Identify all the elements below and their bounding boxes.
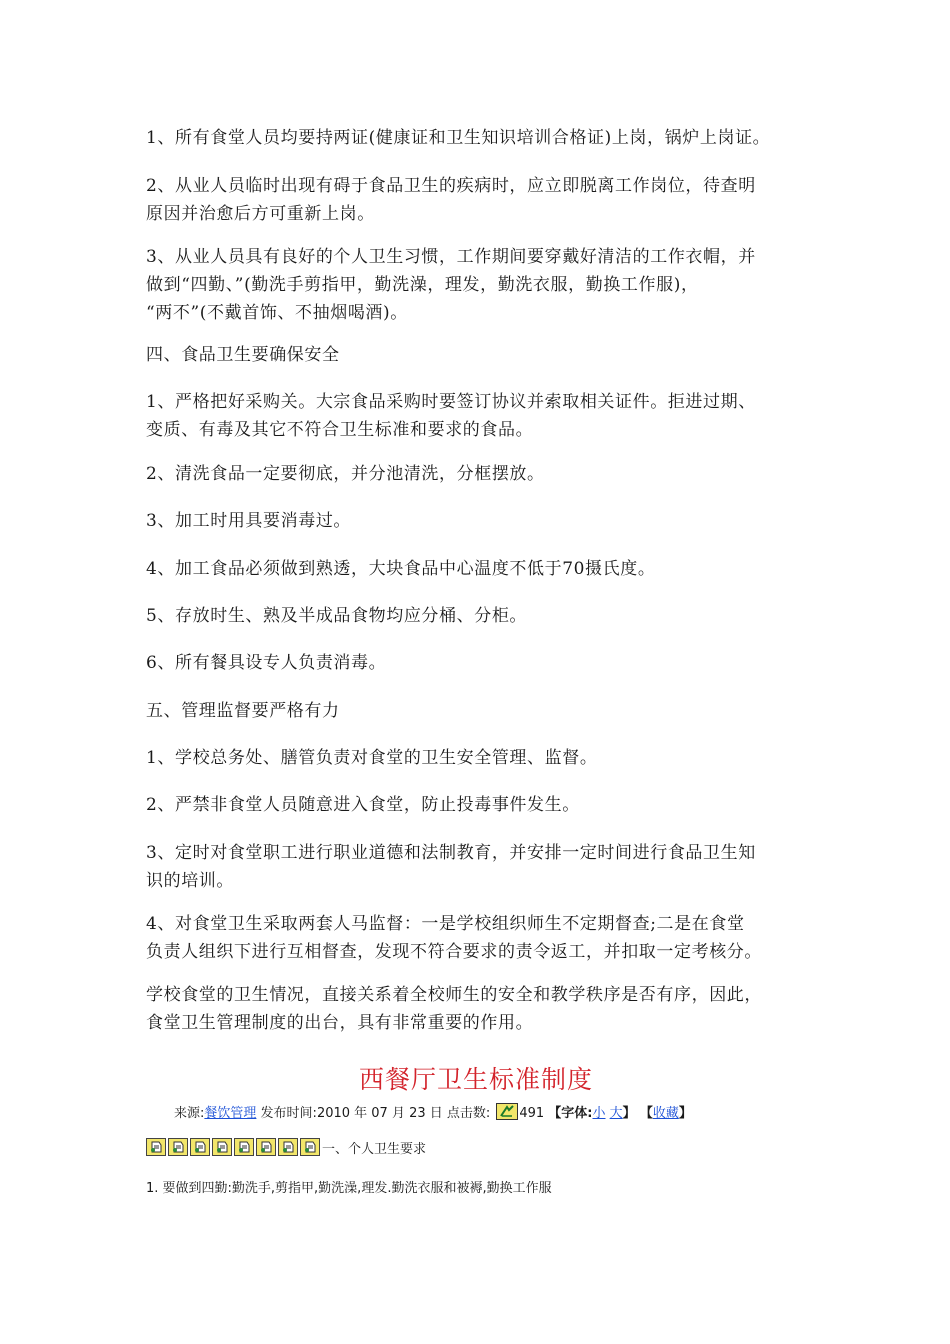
- font-label: 【字体:: [548, 1106, 593, 1121]
- paragraph-line: 学校食堂的卫生情况，直接关系着全校师生的安全和教学秩序是否有序，因此，: [146, 985, 762, 1005]
- section-heading: 一、个人卫生要求: [322, 1141, 427, 1157]
- paragraph-16: [146, 981, 826, 1037]
- broken-image-icon: [300, 1138, 320, 1156]
- broken-image-icon: [168, 1138, 188, 1156]
- broken-image-icon: [146, 1138, 166, 1156]
- paragraph-15: [146, 910, 826, 966]
- broken-image-icon: [256, 1138, 276, 1156]
- favorite-link[interactable]: 收藏: [652, 1106, 679, 1121]
- article-meta: [174, 1103, 692, 1125]
- paragraph-line: 1、学校总务处、膳管负责对食堂的卫生安全管理、监督。: [146, 748, 598, 768]
- paragraph-line: 3、从业人员具有良好的个人卫生习惯，工作期间要穿戴好清洁的工作衣帽，并: [146, 247, 756, 267]
- favorite-close: 】: [678, 1106, 692, 1121]
- paragraph-line: 4、加工食品必须做到熟透，大块食品中心温度不低于70摄氏度。: [146, 559, 656, 579]
- broken-image-row: [146, 1136, 426, 1158]
- paragraph-7: [146, 507, 826, 535]
- paragraph-line: 3、定时对食堂职工进行职业道德和法制教育，并安排一定时间进行食品卫生知: [146, 843, 756, 863]
- font-large-link[interactable]: 大: [609, 1106, 623, 1121]
- source-label: 来源:: [174, 1106, 205, 1121]
- paragraph-line: 5、存放时生、熟及半成品食物均应分桶、分柜。: [146, 606, 528, 626]
- published-date: 2010 年 07 月 23 日: [316, 1106, 443, 1121]
- paragraph-line: 3、加工时用具要消毒过。: [146, 511, 352, 531]
- font-close: 】: [622, 1106, 636, 1121]
- paragraph-5: [146, 388, 826, 444]
- broken-image-icons: [146, 1138, 322, 1156]
- source-link[interactable]: 餐饮管理: [204, 1106, 257, 1121]
- clicks-label: 点击数:: [446, 1106, 491, 1121]
- section-heading-4: [146, 341, 826, 369]
- favorite-open: 【: [639, 1106, 653, 1121]
- paragraph-line: 食堂卫生管理制度的出台，具有非常重要的作用。: [146, 1013, 534, 1033]
- paragraph-12: [146, 744, 826, 772]
- paragraph-line: 2、从业人员临时出现有碍于食品卫生的疾病时，应立即脱离工作岗位，待查明: [146, 176, 756, 196]
- broken-image-icon: [190, 1138, 210, 1156]
- paragraph-line: 四、食品卫生要确保安全: [146, 345, 340, 365]
- paragraph-line: 1、所有食堂人员均要持两证(健康证和卫生知识培训合格证)上岗，锅炉上岗证。: [146, 128, 771, 148]
- paragraph-10: [146, 649, 826, 677]
- paragraph-line: 负责人组织下进行互相督查，发现不符合要求的责令返工，并扣取一定考核分。: [146, 942, 762, 962]
- paragraph-2: [146, 172, 826, 228]
- clicks-value: 491: [519, 1106, 545, 1121]
- paragraph-13: [146, 791, 826, 819]
- paragraph-line: 2、清洗食品一定要彻底，并分池清洗，分框摆放。: [146, 464, 545, 484]
- paragraph-line: 4、对食堂卫生采取两套人马监督：一是学校组织师生不定期督查;二是在食堂: [146, 914, 745, 934]
- paragraph-14: [146, 839, 826, 895]
- paragraph-9: [146, 602, 826, 630]
- first-requirement: 1. 要做到四勤:勤洗手,剪指甲,勤洗澡,理发.勤洗衣服和被褥,勤换工作服: [146, 1181, 552, 1196]
- paragraph-line: 6、所有餐具设专人负责消毒。: [146, 653, 387, 673]
- paragraph-line: 做到“四勤、”(勤洗手剪指甲，勤洗澡，理发，勤洗衣服，勤换工作服)，: [146, 275, 699, 295]
- article-title: 西餐厅卫生标准制度: [358, 1065, 593, 1094]
- paragraph-line: 变质、有毒及其它不符合卫生标准和要求的食品。: [146, 420, 534, 440]
- paragraph-8: [146, 555, 826, 583]
- font-small-link[interactable]: 小: [592, 1106, 606, 1121]
- paragraph-line: “两不”(不戴首饰、不抽烟喝酒)。: [146, 303, 408, 323]
- paragraph-line: 2、严禁非食堂人员随意进入食堂，防止投毒事件发生。: [146, 795, 580, 815]
- paragraph-line: 识的培训。: [146, 871, 234, 891]
- paragraph-line: 1、严格把好采购关。大宗食品采购时要签订协议并索取相关证件。拒进过期、: [146, 392, 756, 412]
- section-heading-5: [146, 697, 826, 725]
- broken-image-icon: [234, 1138, 254, 1156]
- broken-image-icon: [212, 1138, 232, 1156]
- paragraph-3: [146, 243, 826, 327]
- published-label: 发布时间:: [260, 1106, 317, 1121]
- paragraph-line: 原因并治愈后方可重新上岗。: [146, 204, 375, 224]
- broken-image-icon: [278, 1138, 298, 1156]
- paragraph-1: [146, 124, 826, 152]
- paragraph-6: [146, 460, 826, 488]
- paragraph-line: 五、管理监督要严格有力: [146, 701, 340, 721]
- click-counter-icon: [496, 1103, 518, 1120]
